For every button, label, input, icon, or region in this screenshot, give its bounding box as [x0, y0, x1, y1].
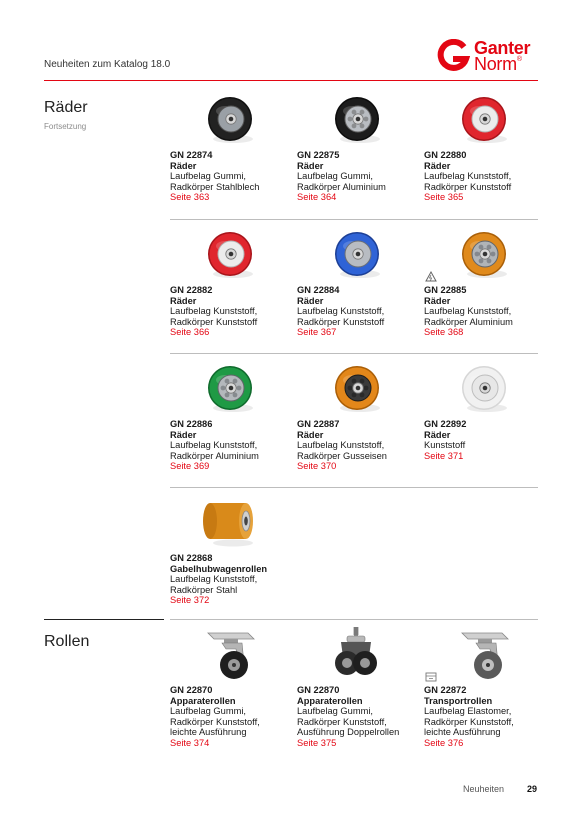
row-divider [170, 487, 538, 488]
product-text [424, 150, 548, 203]
page-reference-link[interactable]: Seite 365 [424, 192, 464, 203]
product-text [170, 419, 294, 472]
wheel-black-steel-image [200, 92, 262, 148]
product-description: Radkörper Kunststoff, [297, 716, 387, 727]
product-text [424, 685, 548, 749]
product-description: Radkörper Gusseisen [297, 450, 387, 461]
product-image [297, 225, 421, 287]
wheel-green-aluminium-image [200, 361, 262, 417]
brand-name-line1: Ganter [474, 38, 531, 58]
product-text [424, 285, 548, 338]
product-image [424, 225, 548, 287]
product-text [297, 419, 421, 472]
product-description: Ausführung Doppelrollen [297, 727, 400, 738]
product-description: Laufbelag Elastomer, [424, 706, 512, 717]
wheel-white-image [454, 361, 516, 417]
product-description: Radkörper Aluminium [297, 181, 386, 192]
brand-name-line2 [474, 54, 522, 75]
header-divider [44, 80, 538, 81]
castor-plate-grey-image [454, 627, 516, 683]
product-code: GN 22885 [424, 285, 467, 295]
product-description: Laufbelag Gummi, [170, 706, 246, 717]
brand-name-norm: Norm [474, 54, 517, 74]
product-description: Radkörper Stahlblech [170, 181, 260, 192]
product-image [424, 90, 548, 152]
product-code: GN 22884 [297, 285, 340, 295]
page-reference-link[interactable]: Seite 375 [297, 737, 337, 748]
product-text [170, 553, 294, 606]
ganter-norm-logo [436, 39, 540, 73]
section-subtitle: Fortsetzung [44, 122, 87, 131]
page-reference-link[interactable]: Seite 374 [170, 737, 210, 748]
product-text [170, 150, 294, 203]
product-name: Räder [424, 160, 451, 171]
product-description: Laufbelag Kunststoff, [170, 306, 258, 317]
roller-orange-image [200, 495, 262, 551]
product-name: Räder [297, 295, 324, 306]
product-code: GN 22886 [170, 419, 213, 429]
product-image [170, 493, 294, 555]
product-code: GN 22882 [170, 285, 213, 295]
product-image [297, 625, 421, 687]
row-divider [170, 353, 538, 354]
product-text [297, 150, 421, 203]
registered-mark: ® [516, 56, 522, 63]
product-description: Laufbelag Gummi, [170, 171, 246, 182]
product-description: Radkörper Kunststoff, [424, 716, 514, 727]
product-image [424, 359, 548, 421]
row-divider [170, 219, 538, 220]
page-number: 29 [527, 784, 538, 794]
product-text [170, 685, 294, 749]
package-icon [425, 671, 437, 683]
product-name: Transportrollen [424, 695, 493, 706]
product-description: Laufbelag Kunststoff, [424, 171, 512, 182]
section-title-raeder: Räder [44, 99, 88, 116]
product-image [424, 625, 548, 687]
wheel-blue-grey-image [327, 227, 389, 283]
catalog-title: Neuheiten zum Katalog 18.0 [44, 59, 171, 70]
castor-stem-double-image [327, 627, 389, 683]
castor-plate-single-image [200, 627, 262, 683]
row-divider [170, 619, 538, 620]
product-description: leichte Ausführung [170, 727, 247, 738]
product-text [170, 285, 294, 338]
wheel-orange-castiron-image [327, 361, 389, 417]
product-image [170, 625, 294, 687]
product-description: Laufbelag Gummi, [297, 171, 373, 182]
product-description: Radkörper Kunststoff [297, 316, 385, 327]
page-reference-link[interactable]: Seite 376 [424, 737, 464, 748]
product-code: GN 22887 [297, 419, 340, 429]
product-image [297, 90, 421, 152]
product-code: GN 22874 [170, 150, 213, 160]
product-code: GN 22870 [297, 685, 340, 695]
footer-label: Neuheiten [463, 784, 505, 794]
page-reference-link[interactable]: Seite 370 [297, 461, 337, 472]
product-description: Radkörper Kunststoff [170, 316, 258, 327]
wheel-orange-aluminium-image [454, 227, 516, 283]
product-name: Räder [424, 429, 451, 440]
product-name: Räder [170, 429, 197, 440]
product-text [424, 419, 548, 461]
section-divider [44, 619, 164, 620]
product-name: Räder [424, 295, 451, 306]
section-title-rollen: Rollen [44, 633, 90, 650]
product-text [297, 685, 421, 749]
product-text [297, 285, 421, 338]
product-name: Räder [170, 160, 197, 171]
product-code: GN 22892 [424, 419, 467, 429]
product-description: Laufbelag Kunststoff, [170, 574, 258, 585]
wheel-red-white-image [454, 92, 516, 148]
product-description: Laufbelag Kunststoff, [424, 306, 512, 317]
product-description: Laufbelag Kunststoff, [297, 306, 385, 317]
ganter-g-icon [436, 39, 470, 73]
product-description: Radkörper Kunststoff, [170, 716, 260, 727]
page-reference-link[interactable]: Seite 364 [297, 192, 337, 203]
product-image [170, 359, 294, 421]
product-name: Räder [297, 160, 324, 171]
product-image [170, 225, 294, 287]
product-image [170, 90, 294, 152]
product-description: Radkörper Aluminium [424, 316, 513, 327]
product-description: Radkörper Kunststoff [424, 181, 512, 192]
product-description: Radkörper Aluminium [170, 450, 259, 461]
page-reference-link[interactable]: Seite 372 [170, 595, 210, 606]
product-code: GN 22880 [424, 150, 467, 160]
product-code: GN 22870 [170, 685, 213, 695]
page-reference-link[interactable]: Seite 367 [297, 327, 337, 338]
product-description: Laufbelag Kunststoff, [297, 440, 385, 451]
product-description: Laufbelag Gummi, [297, 706, 373, 717]
product-description: Laufbelag Kunststoff, [170, 440, 258, 451]
page-reference-link[interactable]: Seite 363 [170, 192, 210, 203]
page-reference-link[interactable]: Seite 371 [424, 450, 464, 461]
product-code: GN 22868 [170, 553, 213, 563]
page-reference-link[interactable]: Seite 368 [424, 327, 464, 338]
page-reference-link[interactable]: Seite 369 [170, 461, 210, 472]
product-description: Radkörper Stahl [170, 584, 238, 595]
esd-icon [425, 271, 437, 283]
product-description: Kunststoff [424, 440, 466, 451]
wheel-red-white-image [200, 227, 262, 283]
product-code: GN 22875 [297, 150, 340, 160]
product-name: Apparaterollen [170, 695, 236, 706]
product-description: leichte Ausführung [424, 727, 501, 738]
wheel-black-aluminium-image [327, 92, 389, 148]
product-name: Gabelhubwagenrollen [170, 563, 268, 574]
product-code: GN 22872 [424, 685, 467, 695]
product-name: Räder [297, 429, 324, 440]
page-reference-link[interactable]: Seite 366 [170, 327, 210, 338]
product-name: Apparaterollen [297, 695, 363, 706]
product-image [297, 359, 421, 421]
product-name: Räder [170, 295, 197, 306]
